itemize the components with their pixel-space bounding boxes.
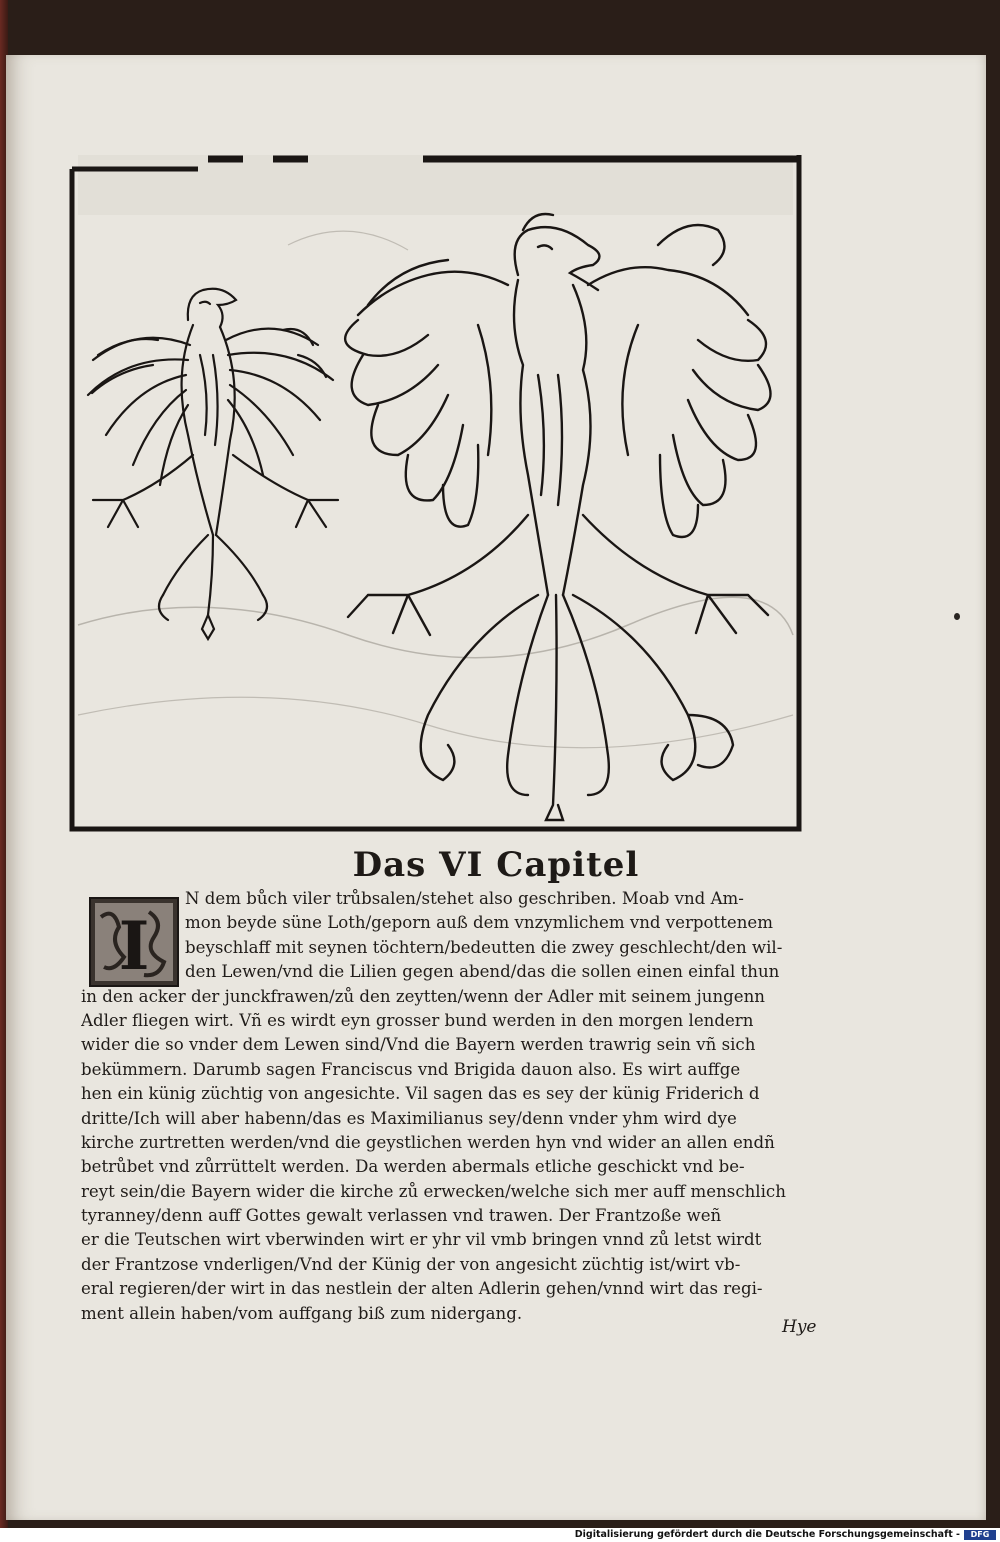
text-line: der Frantzose vnderligen/Vnd der Künig der von angesicht züchtig ist/wirt vb- — [81, 1254, 741, 1274]
text-line: mon beyde süne Loth/geporn auß dem vnzymlichem vnd verpottenem — [185, 913, 773, 933]
text-line: in den acker der junckfrawen/zů den zeytten/wenn der Adler mit seinem jungenn — [81, 986, 765, 1006]
text-line: Adler fliegen wirt. Vñ es wirdt eyn grosser bund werden in den morgen lendern — [81, 1010, 754, 1030]
ink-spot — [954, 613, 960, 620]
text-line: N dem bůch viler trůbsalen/stehet also geschriben. Moab vnd Am- — [185, 889, 744, 908]
text-line: dritte/Ich will aber habenn/das es Maximilianus sey/denn vnder yhm wird dye — [81, 1108, 737, 1128]
dfg-logo: DFG — [964, 1530, 996, 1540]
text-line: tyranney/denn auff Gottes gewalt verlassen vnd trawen. Der Frantzoße weñ — [81, 1206, 722, 1226]
initial-letter-glyph: I — [118, 907, 150, 985]
chapter-heading: Das VI Capitel — [352, 845, 640, 885]
text-line: beyschlaff mit seynen töchtern/bedeutten die zwey geschlecht/den wil- — [185, 937, 783, 957]
text-line: betrůbet vnd zůrrüttelt werden. Da werden abermals etliche geschickt vnd be- — [81, 1157, 745, 1177]
book-page — [6, 55, 986, 1520]
body-text — [81, 887, 826, 1326]
woodcut-illustration-two-eagles — [68, 155, 803, 833]
footer-credit-text: Digitalisierung gefördert durch die Deutsche Forschungsgemeinschaft - — [574, 1529, 960, 1540]
text-line: ment allein haben/vom auffgang biß zum nidergang. — [81, 1303, 523, 1323]
text-line: bekümmern. Darumb sagen Franciscus vnd Brigida dauon also. Es wirt auffge — [81, 1059, 741, 1079]
text-line: den Lewen/vnd die Lilien gegen abend/das die sollen einen einfal thun — [185, 962, 780, 982]
text-line: wider die so vnder dem Lewen sind/Vnd die Bayern werden trawrig sein vñ sich — [81, 1035, 756, 1055]
text-line: hen ein künig züchtig von angesichte. Vil sagen das es sey der künig Friderich d — [81, 1084, 760, 1104]
text-line: reyt sein/die Bayern wider die kirche zů erwecken/welche sich mer auff menschlich — [81, 1181, 786, 1201]
text-line: er die Teutschen wirt vberwinden wirt er yhr vil vmb bringen vnnd zů letst wirdt — [81, 1230, 762, 1250]
text-line: kirche zurtretten werden/vnd die geystlichen werden hyn vnd wider an allen endñ — [81, 1132, 775, 1152]
catchword: Hye — [782, 1317, 817, 1337]
footer-bar — [0, 1528, 1000, 1542]
text-line: eral regieren/der wirt in das nestlein der alten Adlerin gehen/vnnd wirt das regi- — [81, 1279, 763, 1299]
